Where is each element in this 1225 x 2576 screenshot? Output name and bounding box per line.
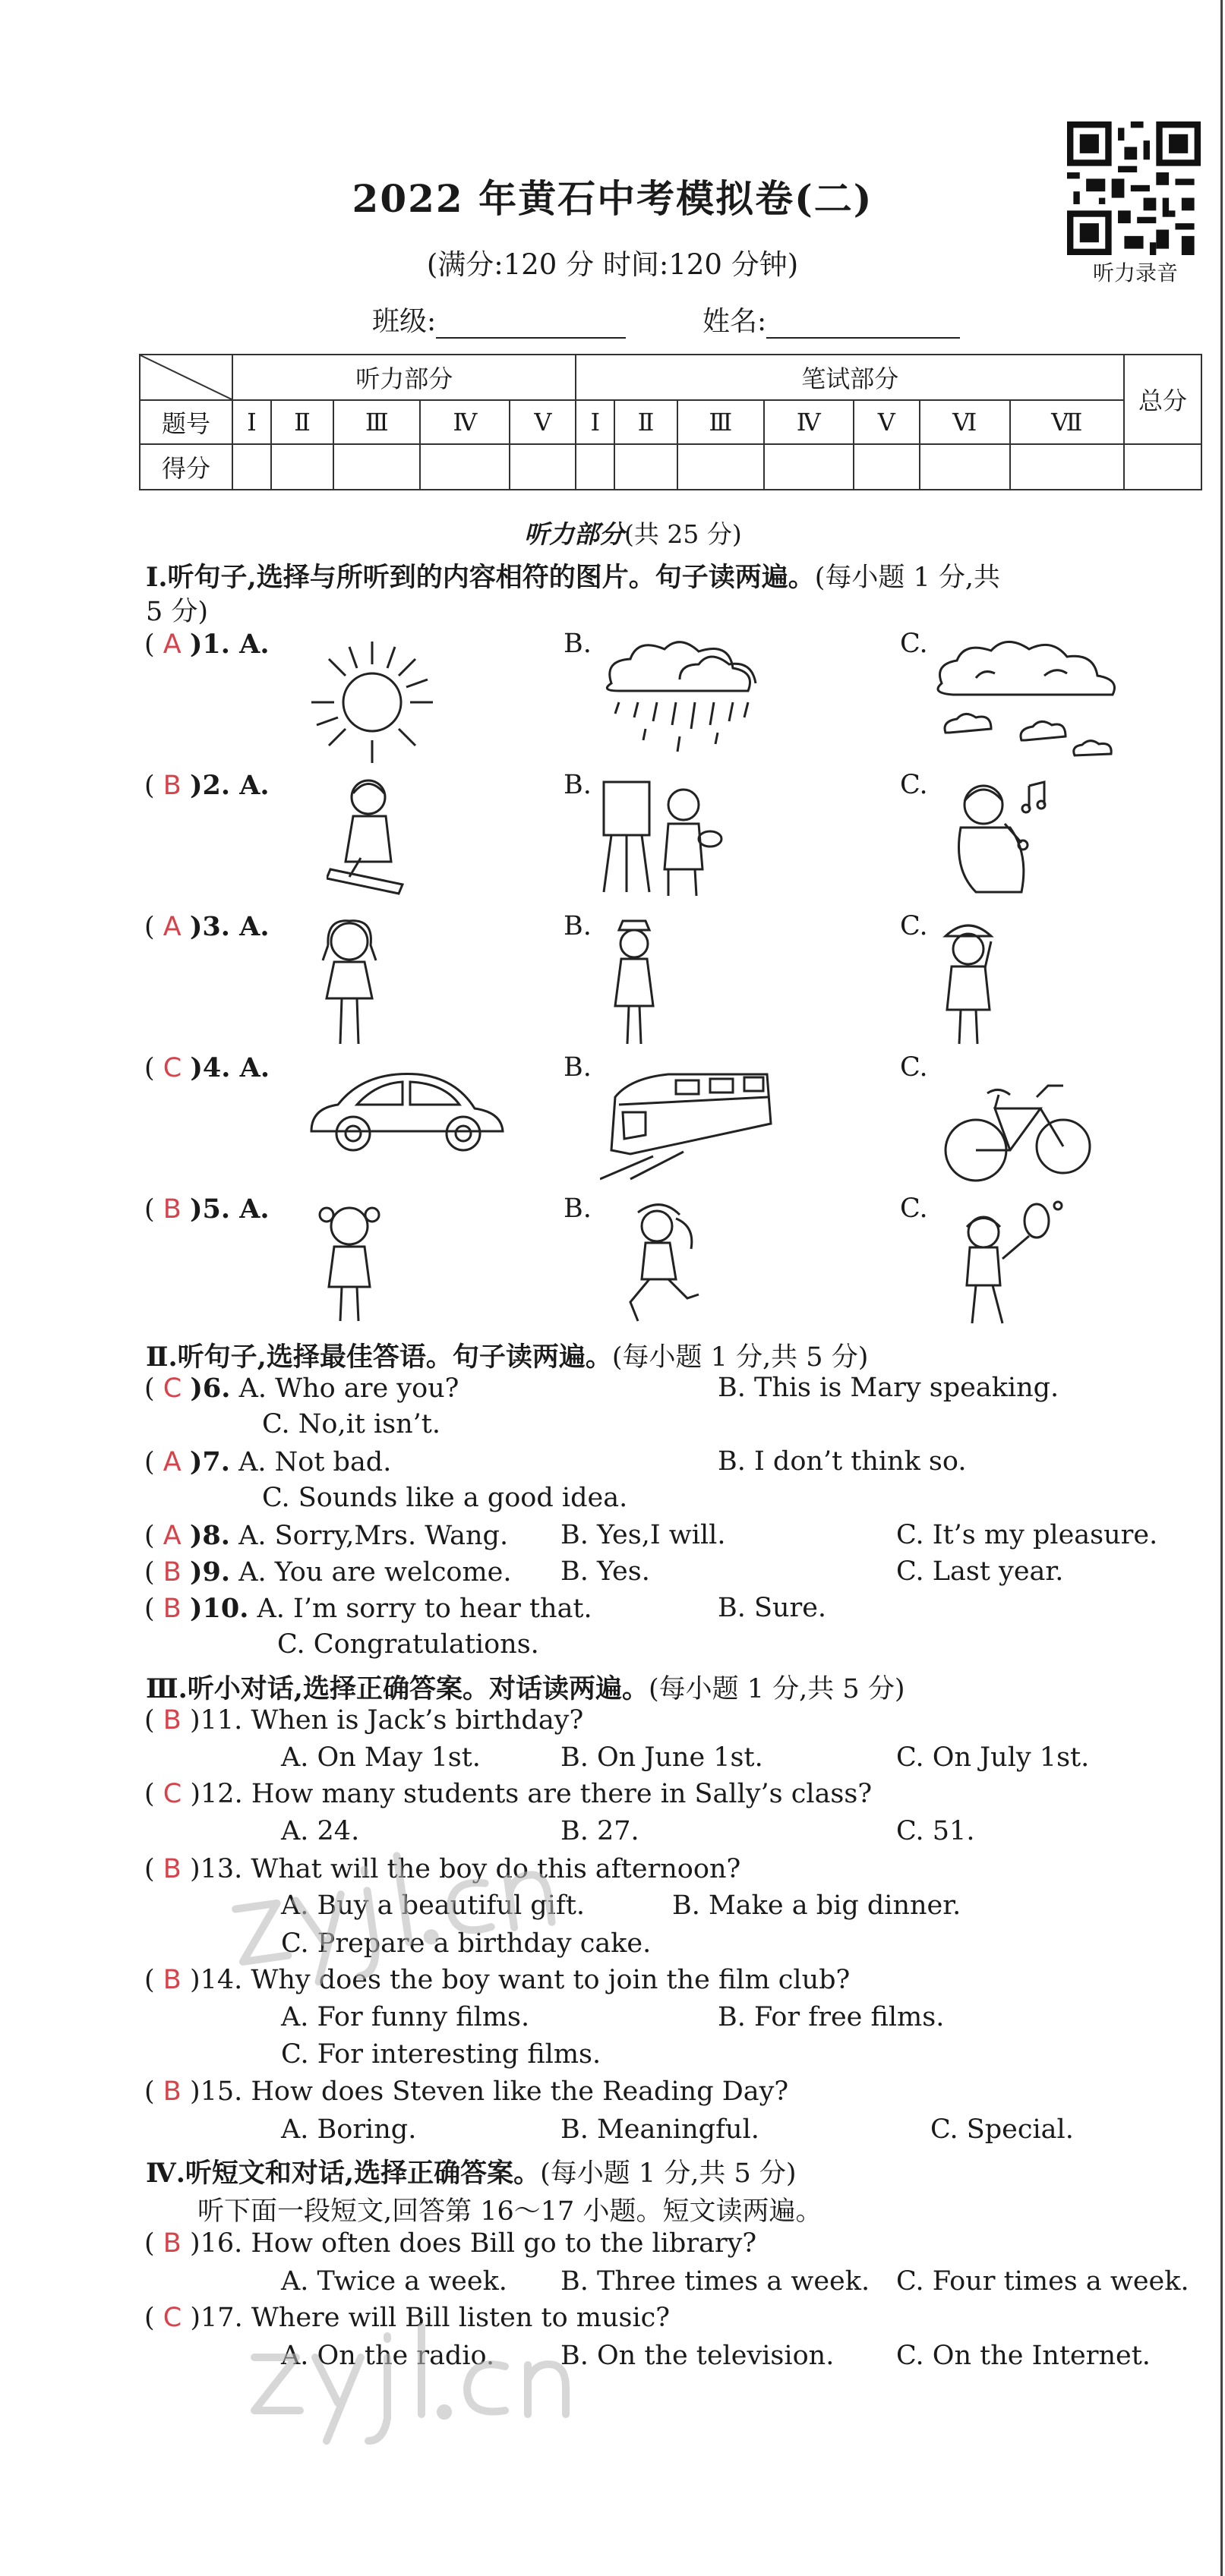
qr-code-icon[interactable] — [1067, 121, 1201, 255]
question-14: ( B )14. Why does the boy want to join the film club? — [144, 1965, 851, 1995]
sun-icon[interactable] — [308, 638, 437, 767]
q17-option-c: C. On the Internet. — [896, 2341, 1151, 2371]
q7-option-c: C. Sounds like a good idea. — [262, 1483, 628, 1513]
question-12: ( C )12. How many students are there in Sally’s class? — [144, 1779, 873, 1809]
q11-option-c: C. On July 1st. — [896, 1742, 1090, 1773]
question-13: ( B )13. What will the boy do this afternoon? — [144, 1854, 741, 1884]
bicycle-icon[interactable] — [942, 1063, 1094, 1188]
q6-option-c: C. No,it isn’t. — [262, 1409, 441, 1439]
part1-note-cont: 5 分) — [146, 597, 209, 627]
total-header: 总分 — [1124, 355, 1201, 444]
writing-numeral: Ⅶ — [1010, 400, 1124, 444]
option-b-label: B. — [564, 911, 592, 941]
score-cell[interactable] — [1124, 444, 1201, 490]
name-field[interactable] — [702, 300, 960, 339]
answer-mark: B — [163, 1557, 182, 1588]
option-c-label: C. — [900, 770, 928, 800]
option-b-label: B. — [564, 629, 592, 659]
score-cell[interactable] — [271, 444, 333, 490]
q15-option-b: B. Meaningful. — [560, 2114, 759, 2145]
listening-numeral: Ⅰ — [232, 400, 271, 444]
question-17: ( C )17. Where will Bill listen to music? — [144, 2303, 671, 2333]
q16-option-b: B. Three times a week. — [560, 2266, 870, 2297]
part4-title: Ⅳ.听短文和对话,选择正确答案。(每小题 1 分,共 5 分) — [146, 2158, 797, 2189]
q8-option-c: C. It’s my pleasure. — [896, 1520, 1158, 1550]
qr-label: 听力录音 — [1092, 260, 1178, 285]
question-16: ( B )16. How often does Bill go to the library? — [144, 2228, 757, 2259]
question-5: ( B )5. A. — [144, 1193, 270, 1225]
question-10: ( B )10. A. I’m sorry to hear that. — [144, 1593, 592, 1624]
part1-title: Ⅰ.听句子,选择与所听到的内容相符的图片。句子读两遍。(每小题 1 分,共 — [146, 562, 1001, 593]
clouds-icon[interactable] — [930, 634, 1135, 767]
option-b-label: B. — [564, 770, 592, 800]
answer-mark: B — [163, 1194, 182, 1225]
q12-option-c: C. 51. — [896, 1816, 975, 1846]
watermark-logo-2 — [243, 2316, 638, 2455]
option-b-label: B. — [564, 1052, 592, 1083]
writing-numeral: Ⅵ — [920, 400, 1010, 444]
option-c-label: C. — [900, 1193, 928, 1224]
option-b-label: B. — [564, 1193, 592, 1224]
person-singing-icon[interactable] — [938, 771, 1059, 900]
answer-mark: A — [163, 1447, 182, 1477]
part2-title: Ⅱ.听句子,选择最佳答语。句子读两遍。(每小题 1 分,共 5 分) — [146, 1342, 869, 1373]
writing-numeral: Ⅱ — [614, 400, 677, 444]
q14-option-c: C. For interesting films. — [281, 2039, 601, 2070]
score-cell[interactable] — [854, 444, 920, 490]
name-blank[interactable] — [766, 307, 960, 339]
q7-option-b: B. I don’t think so. — [718, 1446, 967, 1477]
answer-mark: C — [163, 1053, 182, 1083]
listening-heading: 听力部分(共 25 分) — [524, 519, 742, 549]
car-icon[interactable] — [304, 1067, 509, 1158]
q11-option-b: B. On June 1st. — [560, 1742, 763, 1773]
girl-running-icon[interactable] — [615, 1196, 706, 1329]
answer-mark: B — [163, 1705, 182, 1736]
listening-header: 听力部分 — [232, 355, 576, 400]
question-15: ( B )15. How does Steven like the Reading Day? — [144, 2076, 789, 2107]
answer-mark: A — [163, 912, 182, 942]
q8-option-b: B. Yes,I will. — [560, 1520, 726, 1550]
question-7: ( A )7. A. Not bad. — [144, 1446, 392, 1477]
option-c-label: C. — [900, 1052, 928, 1083]
q13-option-c: C. Prepare a birthday cake. — [281, 1928, 652, 1959]
question-1: ( A )1. A. — [144, 629, 270, 660]
q6-option-b: B. This is Mary speaking. — [718, 1373, 1059, 1403]
score-cell[interactable] — [510, 444, 576, 490]
score-cell[interactable] — [232, 444, 271, 490]
answer-mark: C — [163, 1779, 182, 1809]
boy-tennis-icon[interactable] — [938, 1198, 1067, 1331]
class-label: 班级: — [372, 306, 437, 337]
part3-title: Ⅲ.听小对话,选择正确答案。对话读两遍。(每小题 1 分,共 5 分) — [146, 1673, 905, 1704]
rain-cloud-icon[interactable] — [596, 630, 771, 763]
q13-option-a: A. Buy a beautiful gift. — [281, 1890, 586, 1921]
page-right-border — [1220, 0, 1223, 2576]
score-cell[interactable] — [333, 444, 420, 490]
q12-option-a: A. 24. — [281, 1816, 360, 1846]
score-cell[interactable] — [576, 444, 614, 490]
q14-option-b: B. For free films. — [718, 2002, 945, 2032]
answer-mark: C — [163, 2303, 182, 2333]
writing-numeral: Ⅳ — [764, 400, 854, 444]
q10-option-c: C. Congratulations. — [277, 1629, 539, 1660]
listening-numeral: Ⅱ — [271, 400, 333, 444]
police-officer-icon[interactable] — [930, 915, 1006, 1048]
score-cell[interactable] — [1010, 444, 1124, 490]
exam-title: 2022 年黄石中考模拟卷(二) — [352, 176, 873, 221]
watermark-logo — [219, 1818, 631, 2026]
writing-numeral: Ⅲ — [677, 400, 764, 444]
person-writing-icon[interactable] — [327, 771, 410, 896]
row-number-label: 题号 — [140, 400, 232, 444]
q10-option-b: B. Sure. — [718, 1593, 827, 1623]
writing-numeral: Ⅰ — [576, 400, 614, 444]
answer-mark: B — [163, 2228, 182, 2259]
q17-option-b: B. On the television. — [560, 2341, 835, 2371]
q16-option-c: C. Four times a week. — [896, 2266, 1189, 2297]
train-icon[interactable] — [600, 1067, 782, 1181]
boy-painting-icon[interactable] — [596, 771, 725, 900]
answer-mark: B — [163, 1854, 182, 1884]
answer-mark: A — [163, 629, 182, 660]
q16-option-a: A. Twice a week. — [281, 2266, 507, 2297]
q15-option-c: C. Special. — [930, 2114, 1074, 2145]
q17-option-a: A. On the radio. — [281, 2341, 495, 2371]
exam-subtitle: (满分:120 分 时间:120 分钟) — [426, 248, 799, 281]
score-cell[interactable] — [764, 444, 854, 490]
question-4: ( C )4. A. — [144, 1052, 270, 1083]
writing-numeral: Ⅴ — [854, 400, 920, 444]
answer-mark: A — [163, 1521, 182, 1551]
class-field[interactable] — [372, 300, 626, 339]
score-cell[interactable] — [420, 444, 510, 490]
row-score-label: 得分 — [140, 444, 232, 490]
answer-mark: C — [163, 1373, 182, 1404]
question-6: ( C )6. A. Who are you? — [144, 1373, 459, 1404]
q11-option-a: A. On May 1st. — [281, 1742, 481, 1773]
part4-intro: 听下面一段短文,回答第 16～17 小题。短文读两遍。 — [197, 2196, 822, 2227]
answer-mark: B — [163, 771, 182, 801]
watermark-logo-icon — [243, 2316, 638, 2452]
answer-mark: B — [163, 2076, 182, 2107]
score-cell[interactable] — [614, 444, 677, 490]
answer-mark: B — [163, 1594, 182, 1624]
score-cell[interactable] — [920, 444, 1010, 490]
question-11: ( B )11. When is Jack’s birthday? — [144, 1705, 584, 1736]
listening-numeral: Ⅳ — [420, 400, 510, 444]
listening-numeral: Ⅲ — [333, 400, 420, 444]
q14-option-a: A. For funny films. — [281, 2002, 530, 2032]
answer-mark: B — [163, 1965, 182, 1995]
q13-option-b: B. Make a big dinner. — [672, 1890, 961, 1921]
score-table — [139, 354, 1202, 490]
q9-option-c: C. Last year. — [896, 1556, 1064, 1587]
question-9: ( B )9. A. You are welcome. — [144, 1556, 512, 1588]
score-cell[interactable] — [677, 444, 764, 490]
nurse-icon[interactable] — [600, 915, 668, 1048]
listening-numeral: Ⅴ — [510, 400, 576, 444]
q9-option-b: B. Yes. — [560, 1556, 650, 1587]
girl-icon[interactable] — [311, 915, 387, 1048]
name-label: 姓名: — [702, 306, 767, 337]
question-3: ( A )3. A. — [144, 911, 270, 942]
option-c-label: C. — [900, 911, 928, 941]
class-blank[interactable] — [436, 307, 626, 339]
option-c-label: C. — [900, 629, 928, 659]
question-2: ( B )2. A. — [144, 770, 270, 801]
q12-option-b: B. 27. — [560, 1816, 639, 1846]
q15-option-a: A. Boring. — [281, 2114, 417, 2145]
girl-standing-icon[interactable] — [308, 1200, 391, 1325]
question-8: ( A )8. A. Sorry,Mrs. Wang. — [144, 1520, 509, 1551]
table-corner — [140, 355, 232, 400]
writing-header: 笔试部分 — [576, 355, 1124, 400]
